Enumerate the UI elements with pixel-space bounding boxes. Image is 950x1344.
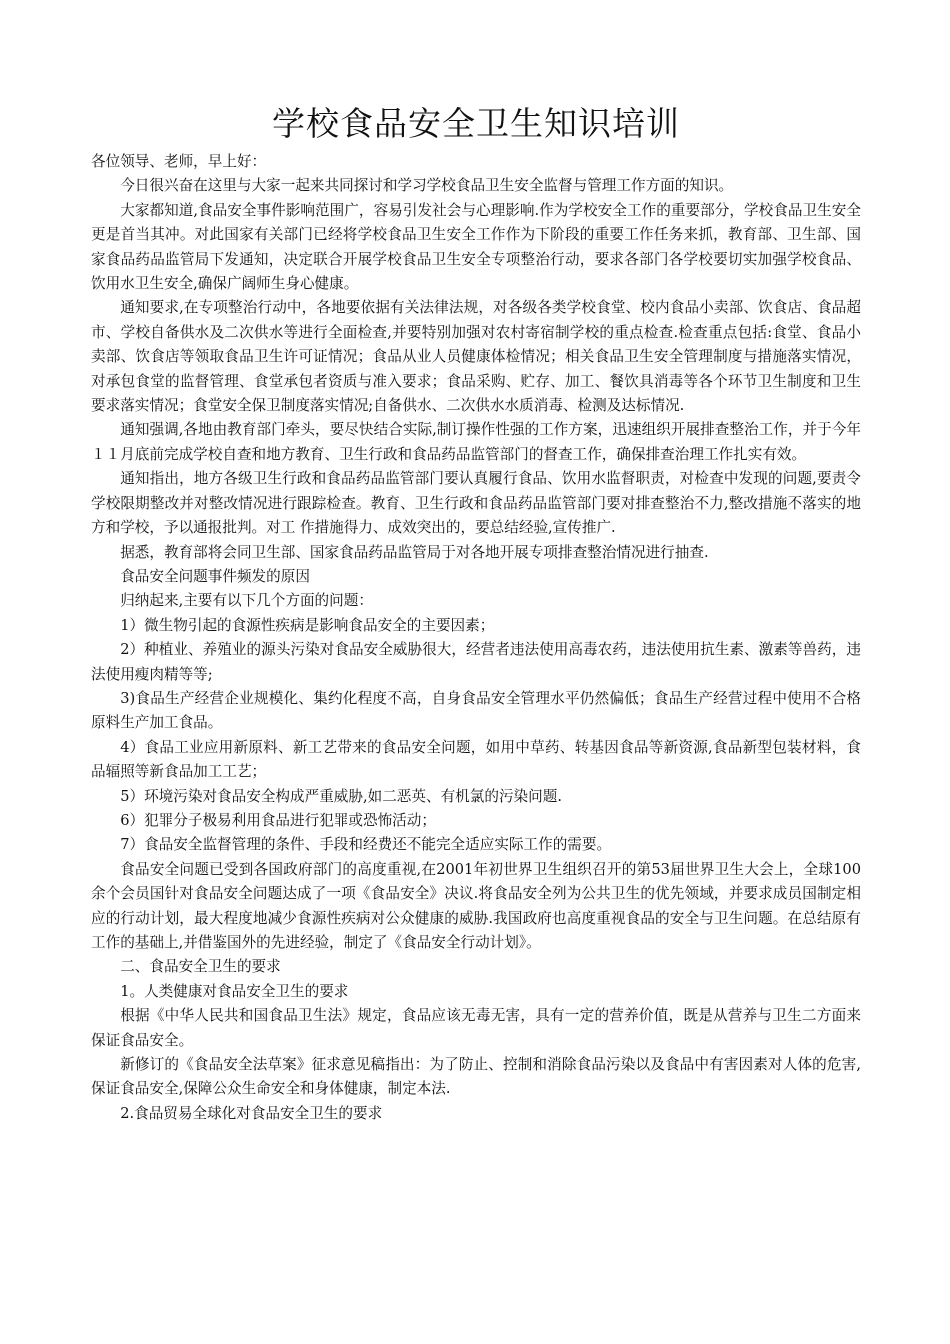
notice-points-paragraph: 通知指出，地方各级卫生行政和食品药品监管部门要认真履行食品、饮用水监督职责，对检查中发现的问题,要责令学校限期整改并对整改情况进行跟踪检查。教育、卫生行政和食品药品监管部门要对排查整治不力,整改措施不落实的地方和学校，予以通报批判。对工 作措施得力、成效突出的，要总结经验,宣传推广. (91, 470, 861, 537)
notice-requirements-paragraph: 通知要求,在专项整治行动中，各地要依据有关法律法规，对各级各类学校食堂、校内食品小卖部、饮食店、食品超市、学校自备供水及二次供水等进行全面检查,并要特别加强对农村寄宿制学校的重点检查.检查重点包括:食堂、食品小卖部、饮食店等领取食品卫生许可证情况；食品从业人员健康体检情况；相关食品卫生安全管理制度与措施落实情况，对承包食堂的监督管理、食堂承包者资质与准入要求；食品采购、贮存、加工、餐饮具消毒等各个环节卫生制度和卫生要求落实情况；食堂安全保卫制度落实情况;自备供水、二次供水水质消毒、检测及达标情况. (91, 299, 861, 415)
inspection-paragraph: 据悉，教育部将会同卫生部、国家食品药品监管局于对各地开展专项排查整治情况进行抽查. (120, 543, 709, 561)
list-item: 7）食品安全监督管理的条件、手段和经费还不能完全适应实际工作的需要。 (120, 836, 612, 854)
document-page (91, 100, 861, 1126)
list-item: 4）食品工业应用新原料、新工艺带来的食品安全问题，如用中草药、转基因食品等新资源,食品新型包装材料，食品辐照等新食品加工工艺； (91, 738, 861, 781)
list-item: 6）犯罪分子极易利用食品进行犯罪或恐怖活动； (120, 811, 436, 829)
list-item: 1）微生物引起的食源性疾病是影响食品安全的主要因素； (120, 616, 495, 634)
list-item: 3)食品生产经营企业规模化、集约化程度不高，自身食品安全管理水平仍然偏低；食品生产经营过程中使用不合格原料生产加工食品。 (91, 689, 861, 732)
background-paragraph: 大家都知道,食品安全事件影响范围广，容易引发社会与心理影响.作为学校安全工作的重要部分，学校食品卫生安全更是首当其冲。对此国家有关部门已经将学校食品卫生安全工作作为下阶段的重要工作任务来抓，教育部、卫生部、国家食品药品监管局下发通知，决定联合开展学校食品卫生安全专项整治行动，要求各部门各学校要切实加强学校食品、饮用水卫生安全,确保广阔师生身心健康。 (91, 201, 861, 293)
list-item: 5）环境污染对食品安全构成严重威胁,如二恶英、有机氯的污染问题. (120, 787, 562, 805)
section-two-heading: 二、食品安全卫生的要求 (120, 958, 281, 976)
summary-paragraph: 归纳起来,主要有以下几个方面的问题： (120, 592, 373, 610)
document-title: 学校食品安全卫生知识培训 (272, 104, 680, 143)
greeting-paragraph: 各位领导、老师，早上好： (91, 153, 267, 170)
subsection-one-heading: 1。人类健康对食品安全卫生的要求 (120, 982, 349, 1000)
subsection-two-heading: 2.食品贸易全球化对食品安全卫生的要求 (120, 1104, 383, 1122)
notice-emphasis-paragraph: 通知强调,各地由教育部门牵头，要尽快结合实际,制订操作性强的工作方案，迅速组织开展排查整治工作，并于今年１１月底前完成学校自查和地方教育、卫生行政和食品药品监管部门的督查工作，确保排查治理工作扎实有效。 (91, 421, 861, 463)
food-hygiene-law-paragraph: 根据《中华人民共和国食品卫生法》规定，食品应该无毒无害，具有一定的营养价值，既是从营养与卫生二方面来保证食品安全。 (91, 1007, 861, 1049)
intro-paragraph: 今日很兴奋在这里与大家一起来共同探讨和学习学校食品卫生安全监督与管理工作方面的知识。 (120, 177, 734, 195)
causes-heading: 食品安全问题事件频发的原因 (120, 567, 310, 585)
list-item: 2）种植业、养殖业的源头污染对食品安全威胁很大，经营者违法使用高毒农药，违法使用抗生素、激素等兽药，违法使用瘦肉精等等; (91, 641, 861, 683)
draft-law-paragraph: 新修订的《食品安全法草案》征求意见稿指出：为了防止、控制和消除食品污染以及食品中有害因素对人体的危害,保证食品安全,保障公众生命安全和身体健康，制定本法. (91, 1056, 861, 1098)
global-attention-paragraph: 食品安全问题已受到各国政府部门的高度重视,在2001年初世界卫生组织召开的第53届世界卫生大会上，全球100余个会员国针对食品安全问题达成了一项《食品安全》决议.将食品安全列为公共卫生的优先领域，并要求成员国制定相应的行动计划，最大程度地减少食源性疾病对公众健康的威胁.我国政府也高度重视食品的安全与卫生问题。在总结原有工作的基础上,并借鉴国外的先进经验，制定了《食品安全行动计划》。 (91, 860, 861, 951)
